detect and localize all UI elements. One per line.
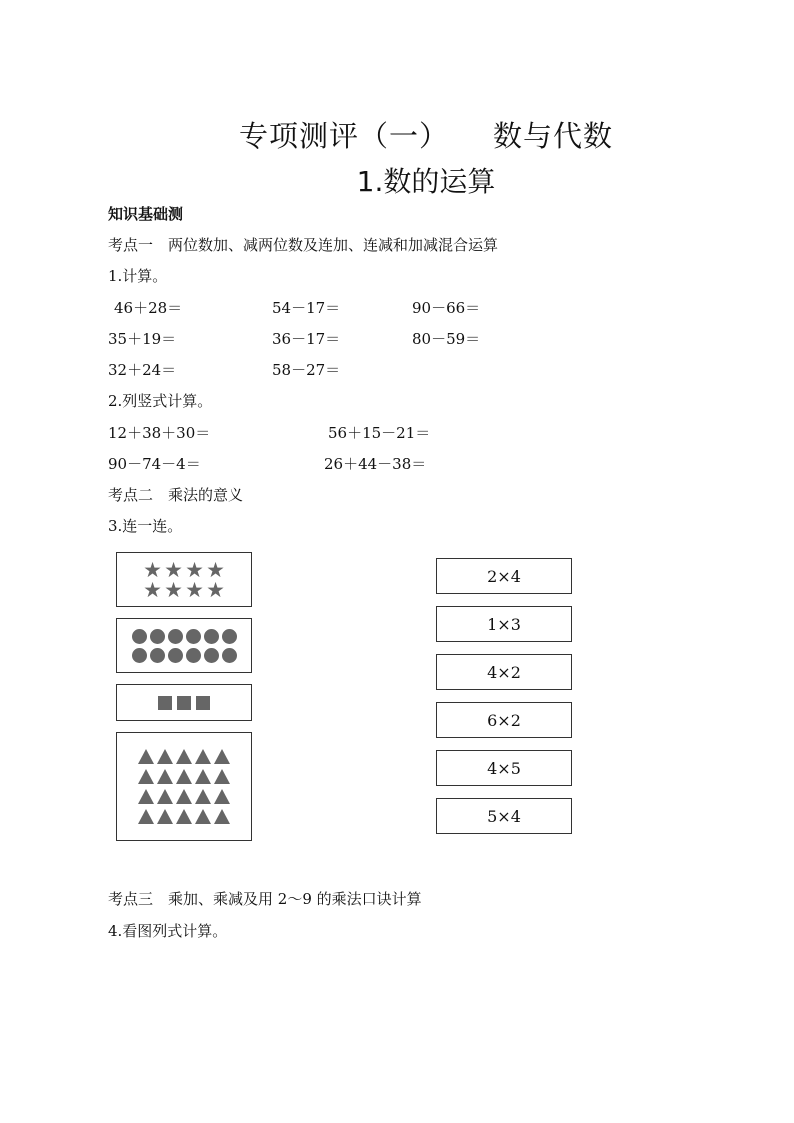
question-1-label: 1.计算。 [108,267,168,285]
point-one-heading: 考点一 两位数加、减两位数及连加、连减和加减混合运算 [108,236,499,254]
square-icon [158,696,172,710]
triangle-icon [176,769,192,784]
question-4-label: 4.看图列式计算。 [108,922,228,940]
q1-item: 32＋24＝ [108,361,177,379]
triangle-icon [157,769,173,784]
triangle-icon [214,749,230,764]
square-icon [196,696,210,710]
triangle-icon [214,769,230,784]
section-title: 知识基础测 [108,205,184,223]
q1-item: 90－66＝ [412,299,481,317]
triangle-icon [195,789,211,804]
circle-icon [204,648,219,663]
q1-item: 36－17＝ [272,330,341,348]
triangle-icon [195,769,211,784]
triangle-icon [176,749,192,764]
triangle-icon [138,769,154,784]
title-part2: 数与代数 [493,119,614,153]
triangle-icon [195,809,211,824]
circle-icon [150,629,165,644]
circle-icon [168,648,183,663]
square-icon [177,696,191,710]
answer-box[interactable]: 6×2 [436,702,572,738]
triangle-icon [214,809,230,824]
picture-box-circles[interactable] [116,618,252,673]
star-icon: ★ [206,577,225,602]
title-part1: 专项测评（一） [238,119,449,153]
circle-icon [222,648,237,663]
triangle-icon [157,749,173,764]
picture-box-triangles[interactable] [116,732,252,841]
triangle-icon [214,789,230,804]
question-2-label: 2.列竖式计算。 [108,392,213,410]
circle-icon [186,629,201,644]
q2-item: 90－74－4＝ [108,455,201,473]
circle-icon [150,648,165,663]
triangle-icon [157,789,173,804]
triangle-icon [138,789,154,804]
q1-item: 80－59＝ [412,330,481,348]
star-icon: ★ [164,557,183,582]
q1-item: 54－17＝ [272,299,341,317]
triangle-icon [157,809,173,824]
point-two-heading: 考点二 乘法的意义 [108,486,244,504]
star-icon: ★ [206,557,225,582]
picture-box-squares[interactable] [116,684,252,721]
circle-icon [132,629,147,644]
q2-item: 12＋38＋30＝ [108,424,211,442]
q1-item: 58－27＝ [272,361,341,379]
page-title [0,114,794,155]
q2-item: 26＋44－38＝ [324,455,427,473]
star-icon: ★ [185,577,204,602]
star-icon: ★ [185,557,204,582]
circle-icon [186,648,201,663]
q1-item: 35＋19＝ [108,330,177,348]
picture-box-stars[interactable] [116,552,252,607]
star-icon: ★ [164,577,183,602]
circle-icon [132,648,147,663]
answer-box[interactable]: 2×4 [436,558,572,594]
page-subtitle: 1.数的运算 [356,165,496,198]
triangle-icon [138,809,154,824]
q2-item: 56＋15－21＝ [328,424,431,442]
triangle-icon [176,789,192,804]
triangle-icon [138,749,154,764]
answer-box[interactable]: 4×5 [436,750,572,786]
triangle-icon [195,749,211,764]
question-3-label: 3.连一连。 [108,517,183,535]
answer-box[interactable]: 5×4 [436,798,572,834]
circle-icon [222,629,237,644]
star-icon: ★ [143,577,162,602]
star-icon: ★ [143,557,162,582]
q1-item: 46＋28＝ [114,299,183,317]
point-three-heading: 考点三 乘加、乘减及用 2～9 的乘法口诀计算 [108,890,422,908]
circle-icon [168,629,183,644]
answer-box[interactable]: 4×2 [436,654,572,690]
circle-icon [204,629,219,644]
triangle-icon [176,809,192,824]
answer-box[interactable]: 1×3 [436,606,572,642]
